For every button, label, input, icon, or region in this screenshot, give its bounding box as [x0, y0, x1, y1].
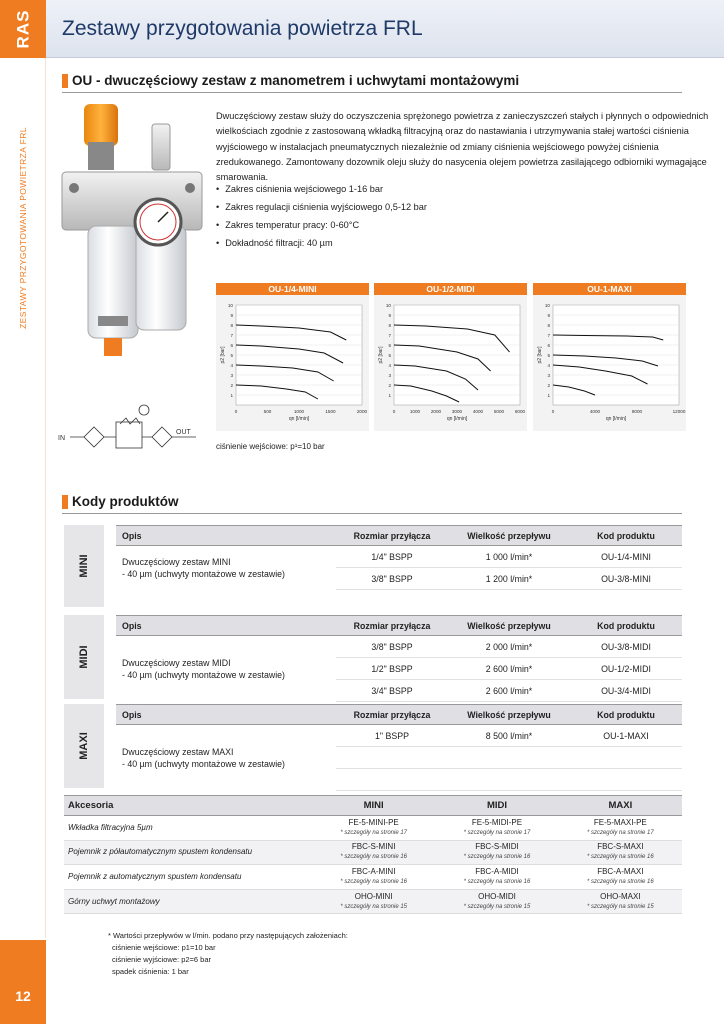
footnote-line: * Wartości przepływów w l/min. podano przy następujących założeniach: — [108, 931, 348, 940]
y-tick-label: 5 — [388, 353, 391, 358]
group-description: Dwuczęściowy zestaw MAXI - 40 µm (uchwyty montażowe w zestawie) — [122, 746, 285, 769]
chart-maxi — [533, 283, 686, 431]
x-tick-label: 4000 — [472, 409, 484, 414]
x-tick-label: 1000 — [293, 409, 305, 414]
symbol-out-label: OUT — [176, 429, 191, 436]
y-tick-label: 3 — [388, 373, 391, 378]
col-kod: Kod produktu — [570, 705, 682, 725]
y-tick-label: 10 — [544, 303, 550, 308]
inlet-pressure-note: ciśnienie wejściowe: p¹=10 bar — [216, 442, 325, 451]
accessory-cell: FBC-S-MIDI * szczegóły na stronie 16 — [435, 840, 558, 865]
logo-bar — [0, 0, 46, 58]
y-tick-label: 8 — [230, 323, 233, 328]
table-header-row — [116, 616, 682, 636]
x-tick-label: 4000 — [589, 409, 601, 414]
side-strip — [0, 58, 46, 938]
col-kod: Kod produktu — [570, 526, 682, 546]
col-rozmiar: Rozmiar przyłącza — [336, 616, 448, 636]
cell-flow: 2 000 l/min* — [448, 636, 570, 658]
chart-title: OU-1/4-MINI — [216, 283, 369, 295]
x-tick-label: 12000 — [672, 409, 686, 414]
cell-size: 3/8" BSPP — [336, 568, 448, 590]
group-description: Dwuczęściowy zestaw MIDI - 40 µm (uchwyty montażowe w zestawie) — [122, 657, 285, 680]
x-tick-label: 0 — [392, 409, 396, 414]
cell-size: 1/2" BSPP — [336, 658, 448, 680]
accessory-name: Pojemnik z półautomatycznym spustem kondensatu — [64, 840, 312, 865]
accessories-table — [64, 795, 682, 914]
page-number-box — [0, 940, 46, 1024]
group-band — [64, 704, 104, 788]
x-tick-label: 0 — [234, 409, 238, 414]
product-table — [116, 615, 682, 702]
cell-size: 3/4" BSPP — [336, 680, 448, 702]
page-number: 12 — [15, 988, 31, 1004]
y-tick-label: 6 — [388, 343, 391, 348]
col-wielkosc: Wielkość przepływu — [448, 616, 570, 636]
y-axis-label: p2 [bar] — [378, 346, 384, 364]
cell-flow: 2 600 l/min* — [448, 680, 570, 702]
footnote-line: ciśnienie wejściowe: p1=10 bar — [112, 943, 216, 952]
acc-col-maxi: MAXI — [559, 796, 682, 816]
group-description: Dwuczęściowy zestaw MINI - 40 µm (uchwyty montażowe w zestawie) — [122, 556, 285, 579]
side-label: ZESTAWY PRZYGOTOWANIA POWIETRZA FRL — [18, 127, 28, 329]
y-tick-label: 1 — [230, 393, 233, 398]
section-title: OU - dwuczęściowy zestaw z manometrem i uchwytami montażowymi — [72, 73, 520, 88]
cell-flow: 1 200 l/min* — [448, 568, 570, 590]
group-label: MAXI — [78, 732, 90, 760]
y-tick-label: 8 — [388, 323, 391, 328]
y-tick-label: 9 — [388, 313, 391, 318]
y-tick-label: 1 — [388, 393, 391, 398]
accessory-row — [64, 840, 682, 865]
feature-item: • Zakres regulacji ciśnienia wyjściowego 0,5-12 bar — [216, 198, 616, 216]
cell-size: 1" BSPP — [336, 725, 448, 747]
product-image — [58, 102, 208, 374]
acc-col-title: Akcesoria — [64, 796, 312, 816]
y-tick-label: 10 — [227, 303, 233, 308]
section-heading-ou — [62, 73, 682, 93]
y-axis-label: p2 [bar] — [537, 346, 543, 364]
x-axis-label: qn [l/min] — [288, 416, 310, 422]
y-axis-label: p2 [bar] — [220, 346, 226, 364]
product-table — [116, 704, 682, 791]
accessory-cell: FBC-A-MINI * szczegóły na stronie 16 — [312, 865, 435, 890]
product-description: Dwuczęściowy zestaw służy do oczyszczenia sprężonego powietrza z zanieczyszczeń stałych i płynnych o odpowiednich wielkościach zgodnie z zastosowaną wkładką filtracyjną oraz do nastawiania i utrzymywania stałej wartości ciśnienia wyjściowego w instalacjach pneumatycznych niezależnie od zmiany ciśnienia wejściowego powyżej ciśnienia zredukowanego. Zamontowany dozownik oleju służy do nasycenia olejem powietrza zasilającego odbiorniki wymagające smarowania. — [216, 111, 709, 183]
accessory-row — [64, 816, 682, 841]
y-tick-label: 4 — [388, 363, 391, 368]
accessory-cell: FE-5-MINI-PE * szczegóły na stronie 17 — [312, 816, 435, 841]
y-tick-label: 4 — [547, 363, 550, 368]
cell-size: 3/8" BSPP — [336, 636, 448, 658]
feature-list — [216, 180, 616, 252]
col-opis: Opis — [116, 526, 336, 546]
x-tick-label: 1500 — [325, 409, 336, 414]
accessory-cell: OHO-MAXI * szczegóły na stronie 15 — [559, 889, 682, 914]
accessory-cell: FBC-S-MINI * szczegóły na stronie 16 — [312, 840, 435, 865]
x-tick-label: 2000 — [356, 409, 368, 414]
acc-col-midi: MIDI — [435, 796, 558, 816]
col-wielkosc: Wielkość przepływu — [448, 526, 570, 546]
product-group-maxi — [64, 704, 682, 788]
x-tick-label: 5000 — [493, 409, 505, 414]
accessory-cell: OHO-MINI * szczegóły na stronie 15 — [312, 889, 435, 914]
accessories-header-row — [64, 796, 682, 816]
y-tick-label: 9 — [230, 313, 233, 318]
feature-item: • Zakres ciśnienia wejściowego 1-16 bar — [216, 180, 616, 198]
y-tick-label: 2 — [230, 383, 233, 388]
x-tick-label: 6000 — [514, 409, 526, 414]
table-header-row — [116, 705, 682, 725]
page-title: Zestawy przygotowania powietrza FRL — [62, 17, 423, 40]
group-band — [64, 615, 104, 699]
feature-item: • Dokładność filtracji: 40 µm — [216, 234, 616, 252]
product-table — [116, 525, 682, 590]
table-row — [116, 725, 682, 747]
chart-title: OU-1/2-MIDI — [374, 283, 527, 295]
y-tick-label: 5 — [230, 353, 233, 358]
cell-flow: 1 000 l/min* — [448, 546, 570, 568]
section-marker — [62, 74, 68, 88]
y-tick-label: 10 — [385, 303, 391, 308]
accessory-name: Wkładka filtracyjna 5µm — [64, 816, 312, 841]
x-axis-label: qn [l/min] — [605, 416, 627, 422]
x-tick-label: 1000 — [409, 409, 421, 414]
accessory-cell: FBC-A-MIDI * szczegóły na stronie 16 — [435, 865, 558, 890]
cell-code: OU-3/4-MIDI — [570, 680, 682, 702]
y-tick-label: 3 — [547, 373, 550, 378]
y-tick-label: 6 — [547, 343, 550, 348]
y-tick-label: 6 — [230, 343, 233, 348]
x-tick-label: 500 — [263, 409, 272, 414]
group-band — [64, 525, 104, 607]
y-tick-label: 7 — [388, 333, 391, 338]
footnote-line: spadek ciśnienia: 1 bar — [112, 967, 189, 976]
y-tick-label: 1 — [547, 393, 550, 398]
accessory-cell: FE-5-MIDI-PE * szczegóły na stronie 17 — [435, 816, 558, 841]
cell-code: OU-1/2-MIDI — [570, 658, 682, 680]
section-heading-codes — [62, 494, 682, 514]
accessory-name: Pojemnik z automatycznym spustem kondensatu — [64, 865, 312, 890]
brand-logo: RAS — [13, 9, 32, 49]
cell-code: OU-1-MAXI — [570, 725, 682, 747]
col-rozmiar: Rozmiar przyłącza — [336, 705, 448, 725]
footnote-line: ciśnienie wyjściowe: p2=6 bar — [112, 955, 212, 964]
y-tick-label: 5 — [547, 353, 550, 358]
symbol-in-label: IN — [58, 435, 65, 442]
pneumatic-symbol — [58, 400, 208, 455]
acc-col-mini: MINI — [312, 796, 435, 816]
x-tick-label: 3000 — [451, 409, 463, 414]
accessory-cell: FBC-S-MAXI * szczegóły na stronie 16 — [559, 840, 682, 865]
col-opis: Opis — [116, 705, 336, 725]
accessory-cell: FE-5-MAXI-PE * szczegóły na stronie 17 — [559, 816, 682, 841]
page-header — [0, 0, 724, 58]
y-tick-label: 7 — [547, 333, 550, 338]
y-tick-label: 2 — [547, 383, 550, 388]
chart-mini — [216, 283, 369, 431]
x-tick-label: 8000 — [631, 409, 643, 414]
y-tick-label: 4 — [230, 363, 233, 368]
y-tick-label: 8 — [547, 323, 550, 328]
col-rozmiar: Rozmiar przyłącza — [336, 526, 448, 546]
accessory-row — [64, 865, 682, 890]
x-tick-label: 0 — [551, 409, 555, 414]
group-label: MIDI — [78, 645, 90, 669]
table-header-row — [116, 526, 682, 546]
section-marker — [62, 495, 68, 509]
cell-flow: 8 500 l/min* — [448, 725, 570, 747]
table-row — [116, 546, 682, 568]
y-tick-label: 3 — [230, 373, 233, 378]
cell-size: 1/4" BSPP — [336, 546, 448, 568]
product-group-mini — [64, 525, 682, 609]
footnotes — [108, 930, 348, 978]
accessory-name: Górny uchwyt montażowy — [64, 889, 312, 914]
chart-midi — [374, 283, 527, 431]
cell-code: OU-3/8-MIDI — [570, 636, 682, 658]
chart-title: OU-1-MAXI — [533, 283, 686, 295]
x-axis-label: qn [l/min] — [446, 416, 468, 422]
accessory-cell: FBC-A-MAXI * szczegóły na stronie 16 — [559, 865, 682, 890]
feature-item: • Zakres temperatur pracy: 0-60°C — [216, 216, 616, 234]
section-title: Kody produktów — [72, 494, 179, 509]
group-label: MINI — [78, 554, 90, 578]
col-kod: Kod produktu — [570, 616, 682, 636]
cell-code: OU-3/8-MINI — [570, 568, 682, 590]
accessory-cell: OHO-MIDI * szczegóły na stronie 15 — [435, 889, 558, 914]
y-tick-label: 9 — [547, 313, 550, 318]
product-group-midi — [64, 615, 682, 699]
accessory-row — [64, 889, 682, 914]
x-tick-label: 2000 — [430, 409, 442, 414]
cell-flow: 2 600 l/min* — [448, 658, 570, 680]
col-wielkosc: Wielkość przepływu — [448, 705, 570, 725]
table-row — [116, 636, 682, 658]
col-opis: Opis — [116, 616, 336, 636]
y-tick-label: 7 — [230, 333, 233, 338]
cell-code: OU-1/4-MINI — [570, 546, 682, 568]
y-tick-label: 2 — [388, 383, 391, 388]
